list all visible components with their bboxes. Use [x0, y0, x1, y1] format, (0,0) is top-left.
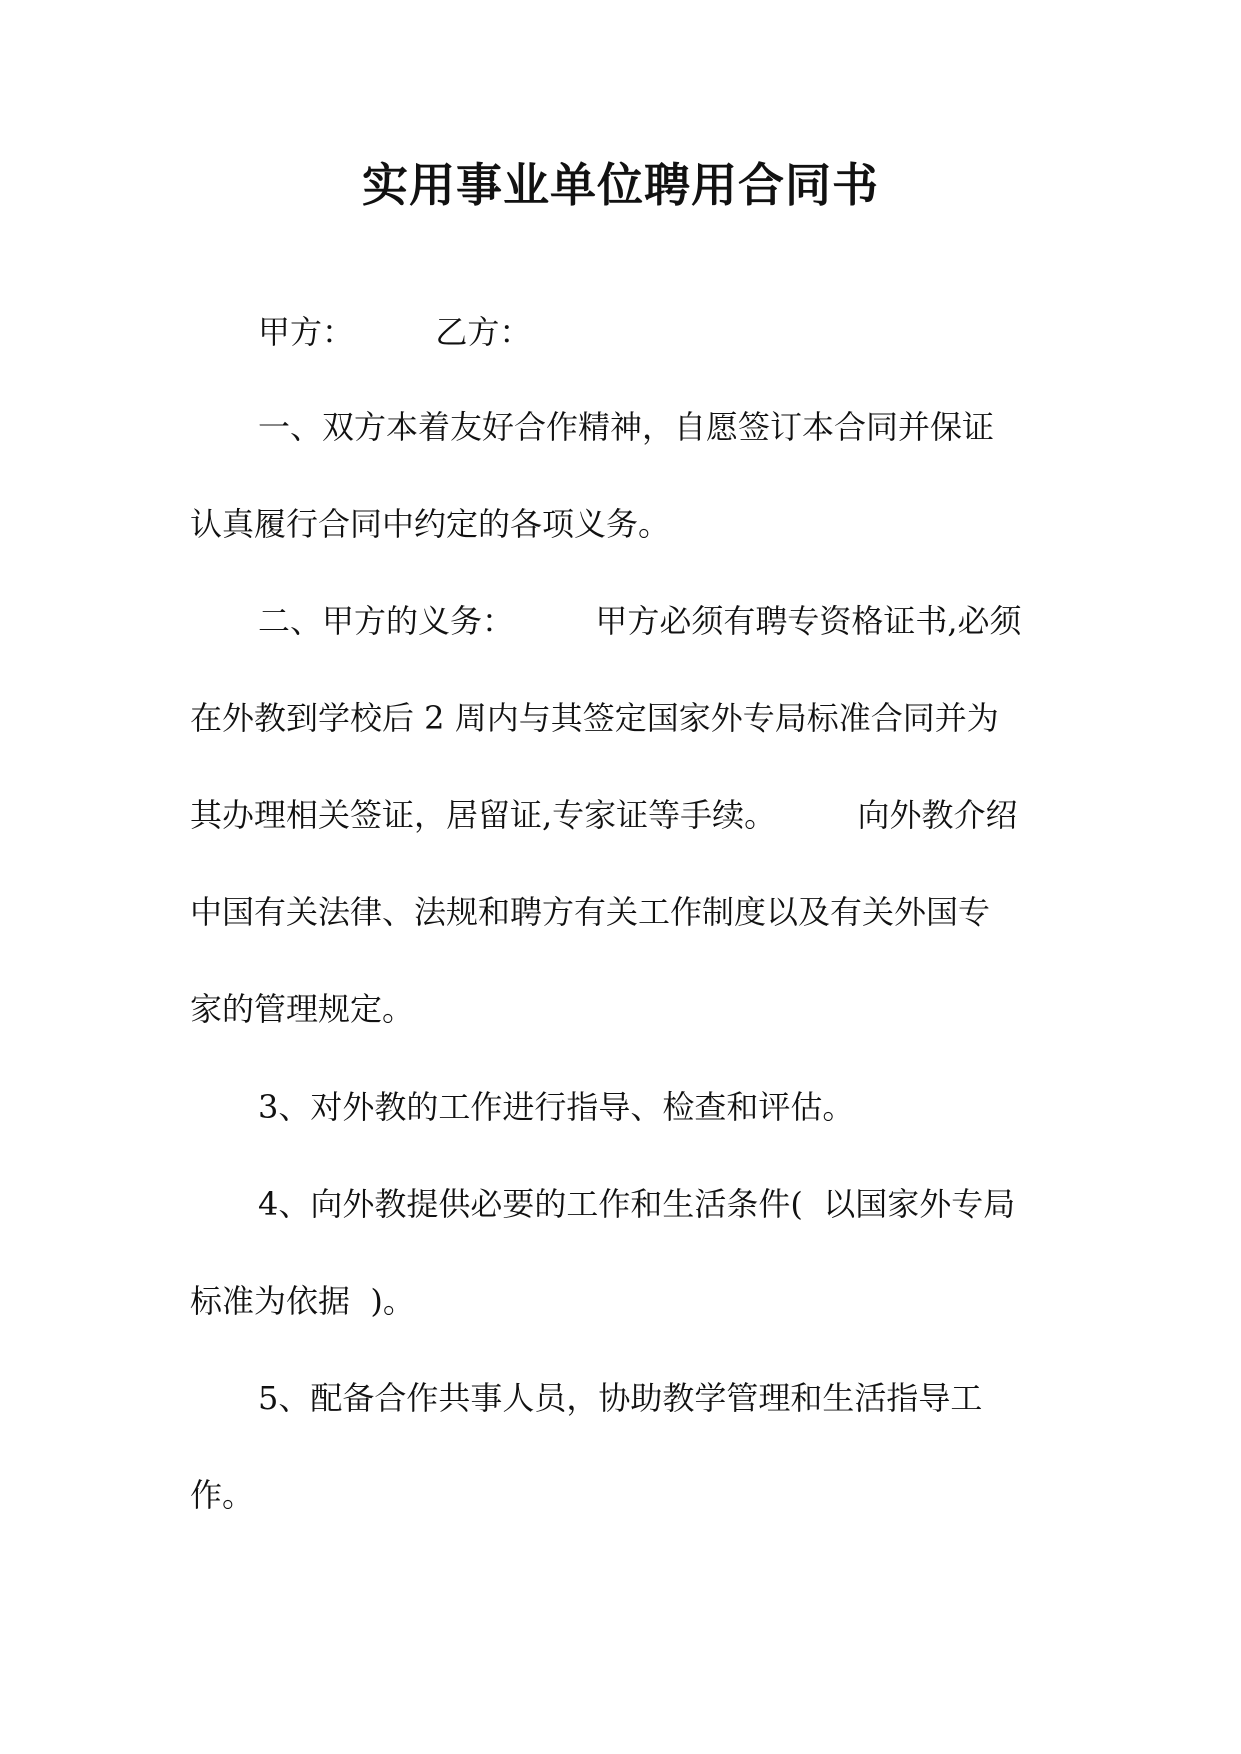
document-title: 实用事业单位聘用合同书 — [362, 158, 879, 212]
clause-2-line-4: 中国有关法律、法规和聘方有关工作制度以及有关外国专 — [190, 893, 991, 931]
clause-5-line-2: 作。 — [190, 1476, 255, 1514]
clause-1-line-1: 一、双方本着友好合作精神，自愿签订本合同并保证 — [258, 408, 995, 446]
clause-2-line-1: 二、甲方的义务： 甲方必须有聘专资格证书,必须 — [258, 602, 1022, 640]
clause-2-line-5: 家的管理规定。 — [190, 990, 415, 1028]
clause-1-line-2: 认真履行合同中约定的各项义务。 — [190, 505, 671, 543]
clause-2-line-2: 在外教到学校后 2 周内与其签定国家外专局标准合同并为 — [190, 699, 999, 737]
clause-2-line-3: 其办理相关签证，居留证,专家证等手续。 向外教介绍 — [190, 796, 1018, 834]
clause-3-line: 3、对外教的工作进行指导、检查和评估。 — [258, 1088, 855, 1126]
clause-5-line-1: 5、配备合作共事人员，协助教学管理和生活指导工 — [258, 1379, 983, 1417]
clause-4-line-2: 标准为依据 )。 — [190, 1282, 415, 1320]
party-line: 甲方： 乙方： — [258, 313, 532, 351]
clause-4-line-1: 4、向外教提供必要的工作和生活条件( 以国家外专局 — [258, 1185, 1016, 1223]
